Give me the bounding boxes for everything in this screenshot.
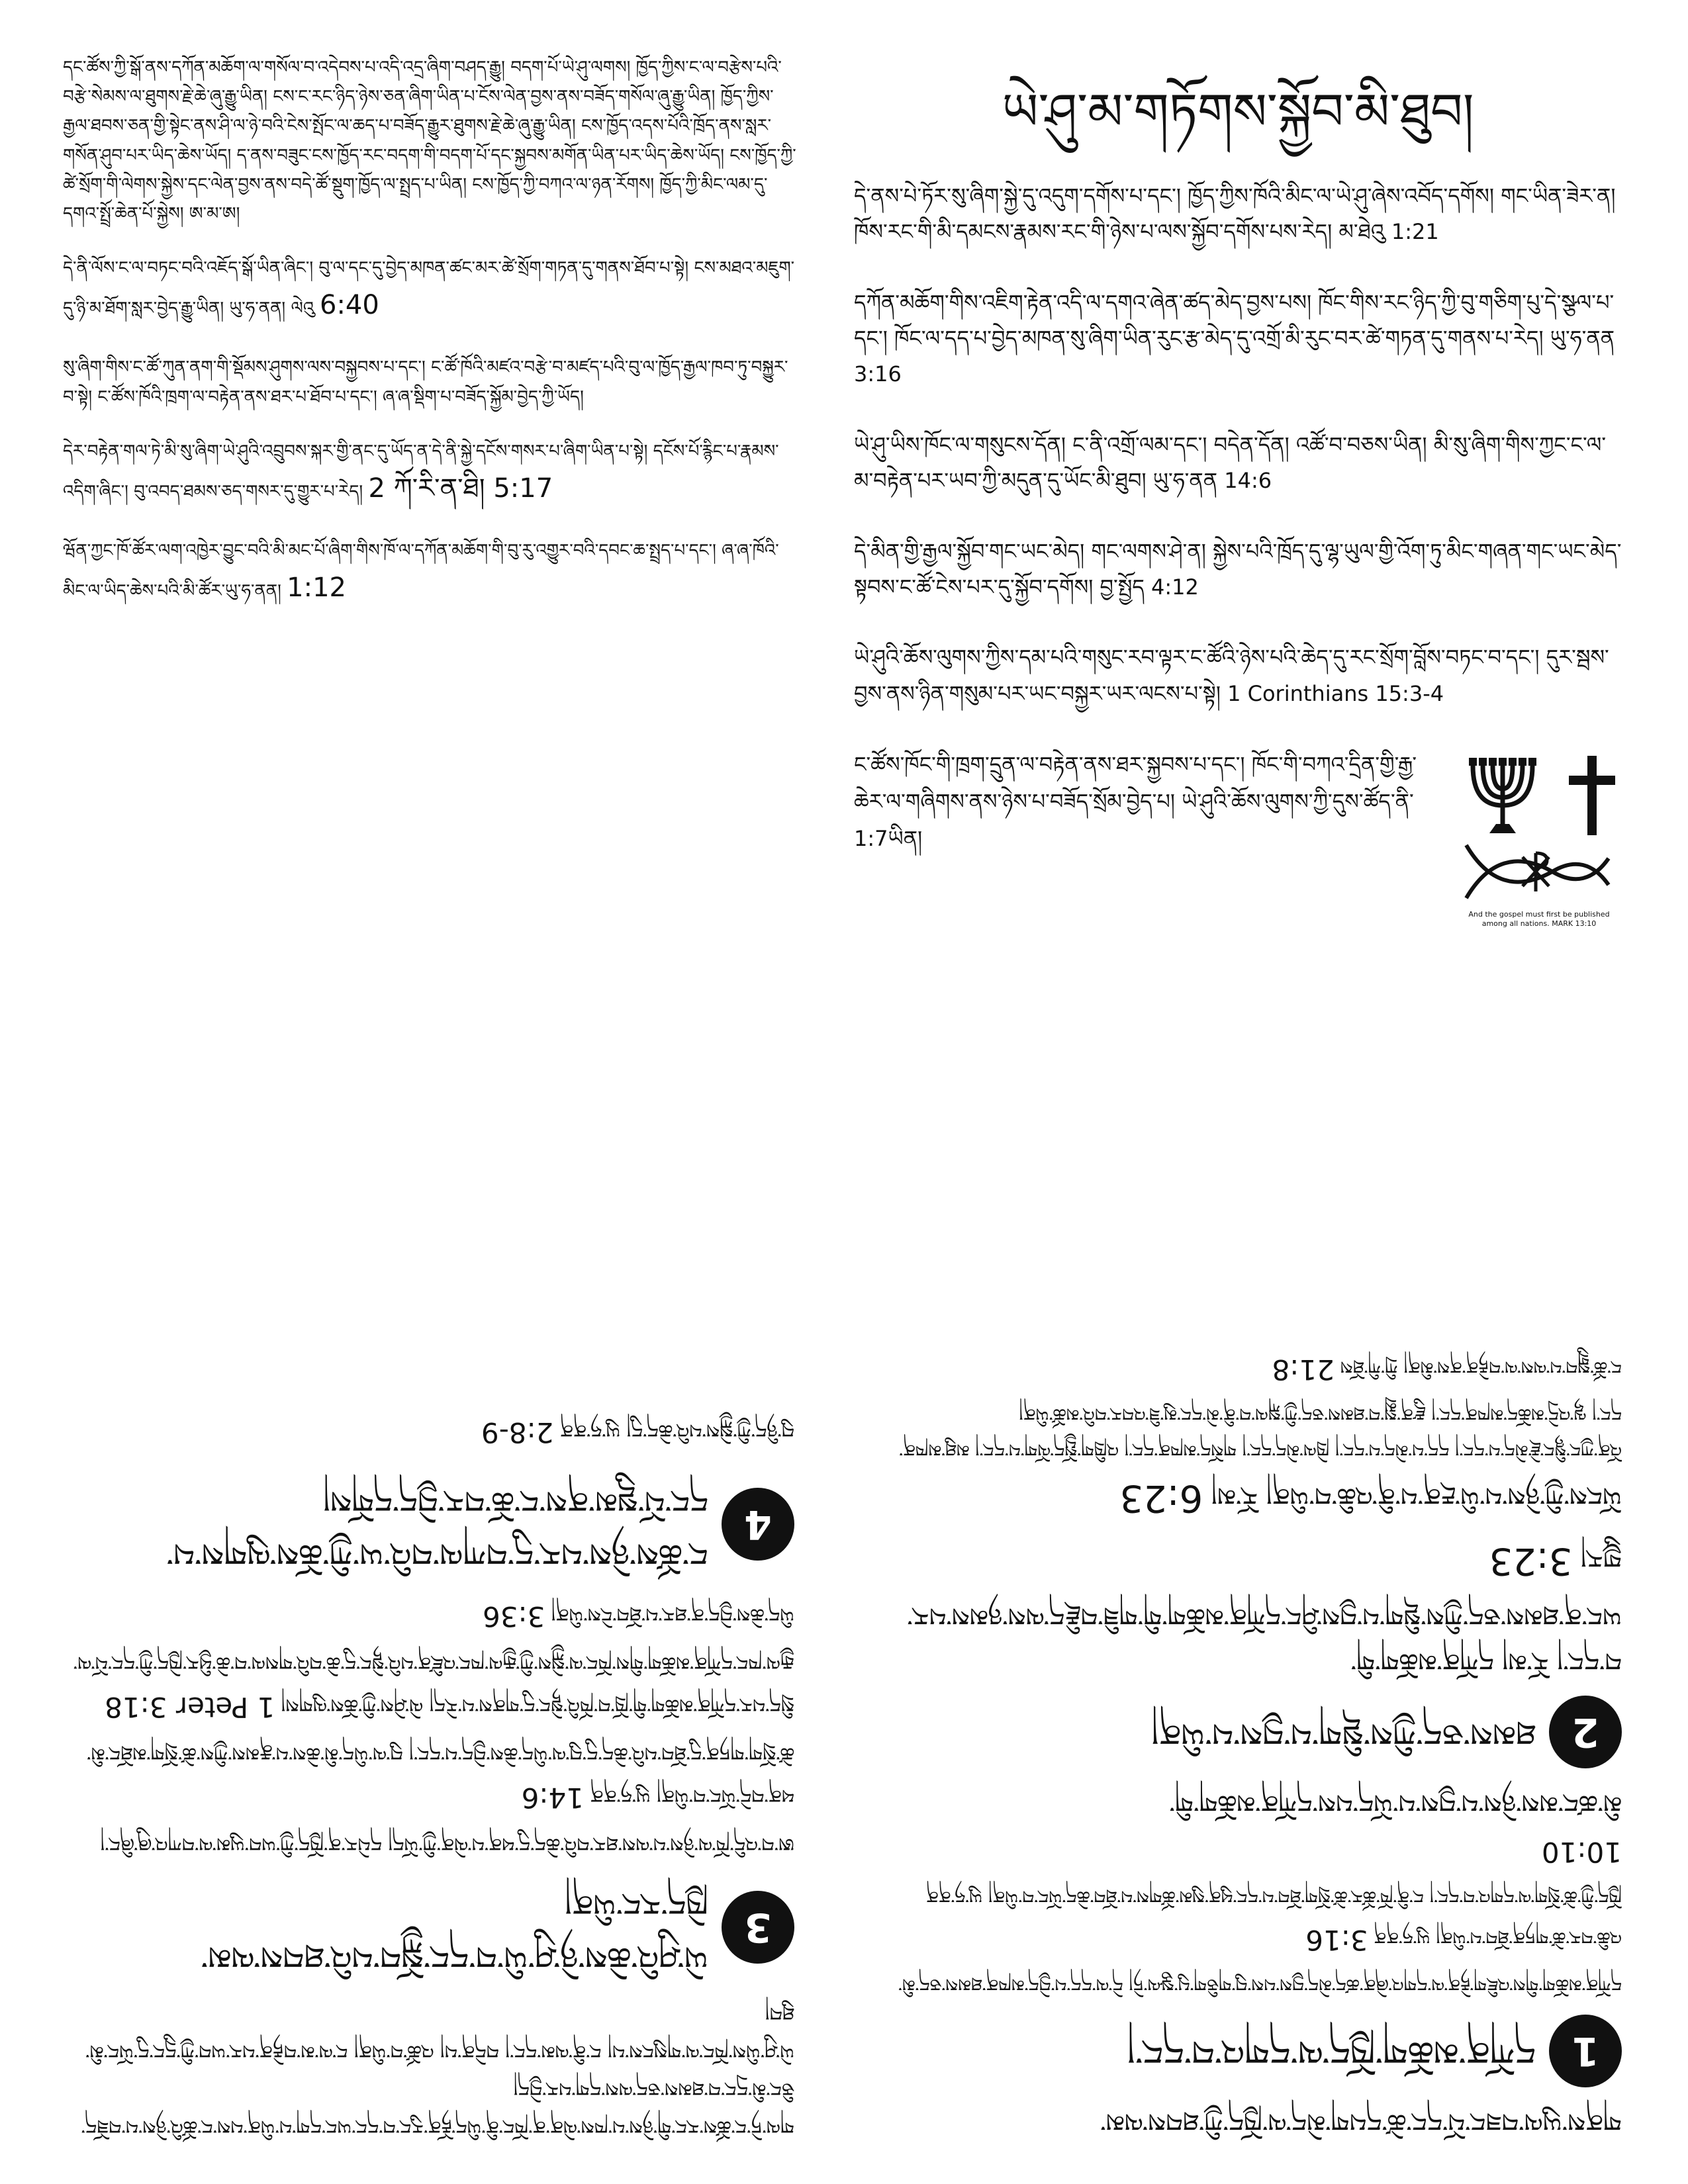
emblem-group: [1456, 746, 1622, 929]
step-body: [894, 1529, 1622, 1637]
verse-reference: 3:23: [1489, 1539, 1573, 1583]
verse-reference: 21:8: [1272, 1353, 1335, 1387]
step-1-section: [894, 2015, 1622, 2140]
verse-reference: 1:12: [287, 572, 346, 604]
step-body-line: ཡང་ན་ཐམས་ཅད་ཀྱིས་སྡིག་པ་བྱས་ཤིང་དཀོན་མཆོག་གི་གཟི་བརྗིད་ལས་ཉམས་པར་གྱུར།: [907, 1542, 1622, 1631]
verse-paragraph: [63, 437, 798, 511]
step-body: གལ་ཏེ་ང་ཚོས་རང་གི་ཉེས་པ་ཁས་ལེན་ན་ཁོང་ནི་ཡིད་རྟོན་རུང་བ་དང་ཡང་དག་པ་ཡིན་པས་ང་ཚོའི་ཉེས་པ་བཟོད་ཅིང་མི་དྲང་བ་ཐམས་ཅད་ལས་དག་པར་བྱེད།: [81, 2076, 794, 2137]
prayer-paragraph: [63, 53, 798, 228]
step-subheading: མི་ཚང་མས་ཉེས་པ་བྱས་པ་ཡོད་པས་དཀོན་མཆོག་གི་: [1169, 1786, 1622, 1817]
bottom-right-panel: [880, 1138, 1622, 2144]
verse-reference: 2:8-9: [481, 1416, 554, 1449]
step-2-section: [894, 1343, 1622, 2001]
step-header: [66, 1472, 794, 1577]
menorah-icon: [1460, 752, 1546, 839]
top-right-panel: [854, 53, 1622, 1046]
verse-text: དེ་ནས་པེ་ཏོར་སུ་ཞིག་སྐྱེ་དུ་འདུག་དགོས་པ་དང་། ཁྱོད་ཀྱིས་ཁོའི་མིང་ལ་ཡེ་ཤུ་ཞེས་འབོད་དགོས། གང་ཡིན་ཟེར་ན། ཁོས་རང་གི་མི་དམངས་རྣམས་རང་གི་ཉེས་པ་ལས་སྐྱོབ་དགོས་པས་རེད། མ་ཐེའུ: [854, 183, 1616, 245]
step-4-section: [66, 1406, 794, 1862]
bottom-left-panel: [60, 1125, 794, 2144]
emblem-caption: And the gospel must first be published among all nations. MARK 13:10: [1468, 910, 1610, 929]
verse-reference: 1:7ཡིན།: [854, 826, 923, 852]
verse-reference: 6:40: [320, 290, 379, 321]
verse-block: [854, 533, 1622, 606]
step-number-badge: 1: [1549, 2015, 1622, 2087]
step-header: [894, 1696, 1622, 1768]
step-body: ང་ཚོ་སྒྲུབ་པ་ལས་ལ་བརྟེན་ནས་མིན། ཀྲི་ཀི་ཐོས: [1340, 1355, 1622, 1378]
verse-block: [854, 285, 1622, 392]
step-header: [66, 1875, 794, 1980]
step-number-badge: 2: [1549, 1696, 1622, 1768]
step-heading: ཐམས་ཅད་ཀྱིས་སྡིག་པ་བྱས་པ་ཡིན།: [1151, 1713, 1536, 1752]
verse-reference: 1:21: [1391, 219, 1439, 245]
closing-section: [854, 746, 1622, 929]
verse-reference: 3:16: [1305, 1923, 1368, 1956]
verse-reference: 1 Peter 3:18: [105, 1691, 275, 1724]
paragraph-text: སུ་ཞིག་གིས་ང་ཚོ་ཀུན་ནག་གི་སྡོམས་ཤུགས་ལས་བསྐྱབས་པ་དང་། ང་ཚོ་ཁོའི་མཛའ་བརྩེ་བ་མཛད་པའི་བུ་ལ་ཁྱོད་རྒྱལ་ཁབ་ཏུ་བསྐྱུར་བ་སྟེ། ང་ཚོས་ཁོའི་ཁྲག་ལ་བརྟེན་ནས་ཐར་པ་ཐོབ་པ་དང་། ཞ་ཞ་སྡིག་པ་བཟོད་སྐྱོམ་བྱེད་ཀྱི་ཡོད།: [63, 357, 788, 407]
step-body: དཀོན་མཆོག་གིས་འཇིག་རྟེན་ལ་དགའ་ཞེན་ཚད་མེད་བྱས་པས་བུ་གཅིག་པུ་སྩལ་ཏེ། དེ་ལ་དད་པ་བྱེད་མཁན་ཐམས་ཅད་མི་འཆི་བར་ཚེ་གཏན་ཐོབ་པ་ཡིན། ཡུ་ཧ་ནན: [898, 1925, 1622, 1995]
step-body: [894, 1467, 1622, 1529]
ichthys-chi-rho-icon: [1460, 839, 1618, 905]
step-heading: ཡེ་ཤུའི་ཆེས་ཉེ་ཤུ་ཡི་བ་དང་སྐྱོབ་པའི་ཐབས་ལམ་: [201, 1936, 708, 1975]
step-3-section: [66, 1875, 794, 2144]
step-body: ཨ་བ་འདི་ཁོ་ལ་ཉེས་པ་ལས་ཐར་བའི་ཆེད་དུ་ཕན་པ་ལེན་ཀྱི་ཡོད། དཔེར་ན་ཁྱོད་ཀྱི་ཡབ་ཡུམ་ལ་བཀའ་ཞུ་ཞིང་། ཕན་བདེ་ཡོང་བ་ཡིན། ཡུ་ཧ་ནན: [100, 1783, 794, 1854]
verse-reference: 3:36: [483, 1600, 545, 1633]
verse-reference: 10:10: [1541, 1835, 1622, 1868]
paragraph-text: དང་ཚོས་ཀྱི་སྒོ་ནས་དཀོན་མཆོག་ལ་གསོལ་བ་འདེབས་པ་འདི་འདྲ་ཞིག་བཤད་རྒྱུ། བདག་པོ་ཡེ་ཤུ་ལགས། ཁྱོད་ཀྱིས་ང་ལ་བརྩེས་པའི་བརྩེ་སེམས་ལ་ཐུགས་རྗེ་ཆེ་ཞུ་རྒྱུ་ཡིན། ངས་ང་རང་ཉིད་ཉེས་ཅན་ཞིག་ཡིན་པ་ངོས་ལེན་བྱས་ནས་བཟོད་གསོལ་ཞུ་རྒྱུ་ཡིན། ཁྱོད་ཀྱིས་རྒྱལ་ཐབས་ཅན་གྱི་སྟེང་ནས་ཤི་ལ་ཉེ་བའི་ངེས་སྤོང་ལ་ཆད་པ་བཟོད་རྒྱུར་ཐུགས་རྗེ་ཆེ་ཞུ་རྒྱུ་ཡིན། ངས་ཁྱོད་འདས་པོའི་ཁྲོད་ནས་སླར་གསོན་ཤུབ་པར་ཡིད་ཆེས་ཡོད། ད་ནས་བཟུང་ངས་ཁྱོད་རང་བདག་གི་བདག་པོ་དང་སྐྱབས་མགོན་ཡིན་པར་ཡིད་ཆེས་ཡོད། ངས་ཁྱོད་ཀྱི་ཚེ་སྲོག་གི་ལེགས་སྐྱེས་དང་ལེན་བྱས་ནས་བདེ་ཚོ་སྡུག་ཁྱོད་ལ་སྤྲད་པ་ཡིན། ངས་ཁྱོད་ཀྱི་བཀའ་ལ་ཉན་རོགས། ཁྱོད་ཀྱི་མིང་ལམ་དུ་དགའ་སྤྲོ་ཆེན་པོ་སྐྱེས། ཨ་མ་ཨ།: [63, 58, 796, 224]
verse-reference: 6:23: [1119, 1476, 1203, 1520]
step-body-line: ཡོངས་ཀྱི་ཉེས་པ་ཡི་རྔན་པ་ནི་འཆི་བ་ཡིན། རོ་མ།: [1211, 1479, 1622, 1510]
step-body: བུ་ཉིད་ཀྱི་སྐྱེས་པའི་ཆེད་དུ། ཡུ་ཧ་ནན: [559, 1417, 794, 1441]
verse-text: ཡེ་ཤུའི་ཆོས་ལུགས་ཀྱིས་དམ་པའི་གསུང་རབ་ལྟར་ང་ཚོའི་ཉེས་པའི་ཆེད་དུ་རང་སྲོག་བློས་བཏང་བ་དང་། དུར་སྦས་བྱས་ནས་ཉིན་གསུམ་པར་ཡང་བསྐྱར་ཡར་ལངས་པ་སྟེ།: [854, 645, 1609, 706]
verse-block: [854, 427, 1622, 499]
verse-text: ཡེ་ཤུ་ཡིས་ཁོང་ལ་གསུངས་དོན། ང་ནི་འགྲོ་ལམ་དང་། བདེན་དོན། འཚོ་བ་བཅས་ཡིན། མི་སུ་ཞིག་གིས་ཀྱང་ང་ལ་མ་བརྟེན་པར་ཡབ་ཀྱི་མདུན་དུ་ཡོང་མི་ཐུབ། ཡུ་ཧ་ནན: [854, 432, 1607, 494]
paragraph-text: ཝོན་ཀྱང་ཁོ་ཚོར་ལག་འཁྱེར་བྱུང་བའི་མི་མང་པོ་ཞིག་གིས་ཁོ་ལ་དཀོན་མཆོག་གི་བུ་རུ་འགྱུར་བའི་དབང་ཆ་སྤྲད་པ་དང་། ཞ་ཞ་ཁོའི་མིང་ལ་ཡིད་ཆེས་པའི་མི་ཚོར་ཡུ་ཧ་ནན།: [63, 540, 779, 602]
verse-text: ང་ཚོས་ཁོང་གི་ཁྲག་དྲུན་ལ་བརྟེན་ནས་ཐར་སྐྱབས་པ་དང་། ཁོང་གི་བཀའ་དྲིན་གྱི་རྒྱ་ཆེར་ལ་གཞིགས་ནས་ཉེས་པ་བཟོད་སྲོམ་བྱེད་པ། ཡེ་ཤུའི་ཆོས་ལུགས་ཀྱི་དུས་ཚོད་ནི་: [854, 752, 1417, 815]
step-subheading: ཁྱེད་རང་ཡིན།: [565, 1884, 708, 1921]
emblem-row: [1460, 752, 1618, 839]
step-subheading: དང་པོ་སྡུམ་ནས་ང་ཆོ་བར་བྱེད་དགོས།: [323, 1480, 708, 1518]
verse-reference: 2 ཀོ་རི་ན་ཐི། 5:17: [368, 473, 553, 504]
step-subheading: གནས་ཡུལ་བཟང་པོ་དང་ཚེ་དཔག་མེད་ལ་ཁྱོད་ཀྱི་ཐབས་ལམ་: [1100, 2105, 1622, 2136]
step-number-badge: 3: [722, 1891, 794, 1964]
step-body-line: བ་དང་། རོ་མ། དཀོན་མཆོག་གི་: [1350, 1645, 1622, 1676]
step-heading: ང་ཚོས་ཉེས་པར་དུ་བཀལ་བའི་ཡ་ཀྱི་ཆོས་ལུགས་པ་: [166, 1533, 708, 1572]
verse-text: དེ་མིན་གྱི་རྒྱལ་སྐྱོབ་གང་ཡང་མེད། གང་ལགས་ཤེ་ན། སྐྱེས་པའི་ཁྲོད་དུ་ལྷ་ཡུལ་གྱི་འོག་ཏུ་མིང་གཞན་གང་ཡང་མེད་སྟབས་ང་ཚོ་ངེས་པར་དུ་སྐྱོབ་དགོས། བྱ་སྤྱོད: [854, 538, 1622, 600]
step-body: རྒྱལ་ཁང་དཀོན་མཆོག་གིས་ཁོང་ལ་སྐྱེས་ཀྱི་རྒྱལ་ཁང་འཛིན་པའི་སྟེང་དུ་ཆེ་བའི་གསལ་བ་ཆེ་ཕྱིར་ཁྱེད་ཀྱི་དང་པོ་ལ་ཡིད་ཆེས་བྱེད་ན་ཐར་པ་ཐོབ་ངེས་ཡིན།: [73, 1602, 794, 1674]
verse-block: [854, 178, 1622, 250]
top-left-panel: [63, 53, 798, 1006]
step-body: ཁྱོད་ཀྱི་ཚེ་སྲོག་ལ་དགའ་བ་དང་། ང་ནི་ཁོ་ཚོར་ཚེ་སྲོག་ཐོབ་པ་དང་ཕུན་སུམ་ཚོགས་པ་ཐོབ་ཆེད་ཡོང་བ་ཡིན། ཡུ་ཧ་ནན: [926, 1885, 1622, 1907]
paragraph-text: དེ་ནི་ལོས་ང་ལ་བཏང་བའི་འཇོད་སྒོ་ཡིན་ཞིང་། བུ་ལ་དང་དུ་བྱེད་མཁན་ཚང་མར་ཚེ་སྲོག་གཏན་དུ་གནས་ཐོབ་པ་སྟེ། ངས་མཐའ་མཇུག་དུ་ཉི་མ་ཐོག་སླར་བྱེད་རྒྱུ་ཡིན། ཡུ་ཧ་ནན། ལེའུ: [63, 258, 795, 319]
page-title: ཡེ་ཤུ་མ་གཏོགས་སྐྱོབ་མི་ཐུབ།: [1002, 82, 1474, 141]
step-body: ཚེ་སྲོག་གཏན་དུ་ཐོབ་པའི་ཆེད་དུ་བུ་ལ་ཡིད་ཆེས་བྱེད་པ་དང་། བུ་ལ་ཡིད་མི་ཆེས་པ་རྣམས་ཀྱིས་ཚེ་སྲོག་མཐོང་མི་སྲིད་པར་དཀོན་མཆོག་གི་ཁྲོ་བ་ཁོའི་སྟེང་དུ་གནས་པ་རེད། ལེ་ཤེས་ཀྱི་ཆོས་ལུགས།: [87, 1692, 794, 1764]
step-number-badge: 4: [722, 1488, 794, 1561]
closing-verse: [854, 746, 1436, 857]
step-body: འོན་ཀྱང་སྙིང་རྗེ་མེད་པ་དང་། དད་པ་མེད་པ་དང་། ཁྲེལ་མེད་དང་། གསོད་མཁན་དང་། འཁྲིག་སྤྱོད་ལོག་པ་དང་། མཐུ་མཁན་དང་། ལྷ་འདྲེ་མཆོད་མཁན་དང་། རྫུན་སྨྲ་བ་ཐམས་ཅད་ཀྱི་སྐལ་བ་ནི་མེ་དང་མུ་ཟི་འབར་བའི་མཚོ་ཡིན།: [899, 1402, 1622, 1460]
step-body: [894, 1637, 1622, 1682]
verse-reference: 1 Corinthians 15:3-4: [1227, 680, 1444, 706]
verse-reference: 3:16: [854, 361, 902, 387]
verse-text: དཀོན་མཆོག་གིས་འཇིག་རྟེན་འདི་ལ་དགའ་ཞེན་ཚད་མེད་བྱས་པས། ཁོང་གིས་རང་ཉིད་ཀྱི་བུ་གཅིག་པུ་དེ་སྩལ་པ་དང་། ཁོང་ལ་དད་པ་བྱེད་མཁན་སུ་ཞིག་ཡིན་རུང་རྩ་མེད་དུ་འགྲོ་མི་རུང་བར་ཚེ་གཏན་དུ་གནས་པ་རེད། ཡུ་ཧ་ནན: [854, 289, 1615, 351]
step-body: ཡེ་ཤུ་ཡིས་ཁོང་ལ་གསུངས་པ། ང་ནི་ལམ་དང་། བདེན་པ། འཚོ་བ་ཡིན། ང་ལ་མ་བརྟེན་པར་ཡབ་ཀྱི་དྲུང་དུ་ཡོང་མི་ཐུབ།: [85, 2001, 794, 2062]
verse-reference: 4:12: [1151, 574, 1199, 600]
verse-paragraph: [63, 353, 798, 411]
verse-reference: 14:6: [1224, 468, 1272, 494]
verse-block: [854, 639, 1622, 711]
cross-icon: [1566, 752, 1618, 839]
paragraph-text: དེར་བརྟེན་གལ་ཏེ་མི་སུ་ཞིག་ཡེ་ཤུའི་འབྲུབས་སྐར་གྱི་ནང་དུ་ཡོད་ན་དེ་ནི་སྐྱེ་དངོས་གསར་པ་ཞིག་ཡིན་པ་སྟེ། དངོས་པོ་རྙིང་པ་རྣམས་འདིག་ཞིང་། བུ་འབད་ཐམས་ཅད་གསར་དུ་གྱུར་པ་རེད།: [63, 441, 779, 502]
step-header: [894, 2015, 1622, 2087]
verse-paragraph: [63, 536, 798, 610]
verse-reference: 14:6: [521, 1782, 584, 1814]
step-heading: དཀོན་མཆོག་ཁྱོད་ལ་དགའ་བ་དང་།: [1127, 2030, 1536, 2072]
verse-paragraph: [63, 253, 798, 328]
